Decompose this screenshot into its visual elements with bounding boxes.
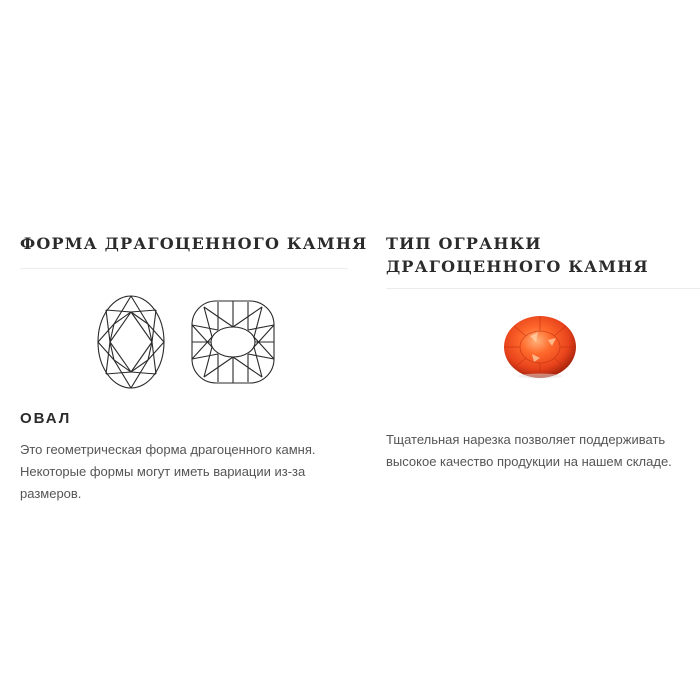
gem-cut-description: Тщательная нарезка позволяет поддерживать высокое качество продукции на нашем складе. xyxy=(386,432,672,469)
gem-shape-description: Это геометрическая форма драгоценного камня. Некоторые формы могут иметь вариации из-за размеров. xyxy=(20,442,316,501)
gem-shape-divider xyxy=(20,268,348,269)
orange-gemstone-image xyxy=(502,314,578,380)
gem-cut-divider xyxy=(386,288,700,289)
shape-name: ОВАЛ xyxy=(20,410,72,427)
gem-shape-heading: ФОРМА ДРАГОЦЕННОГО КАМНЯ xyxy=(20,234,368,253)
cushion-shape-diagram-icon xyxy=(190,299,276,385)
oval-shape-diagram-icon xyxy=(96,294,166,390)
gem-cut-heading: ТИП ОГРАНКИ ДРАГОЦЕННОГО КАМНЯ xyxy=(386,234,649,276)
